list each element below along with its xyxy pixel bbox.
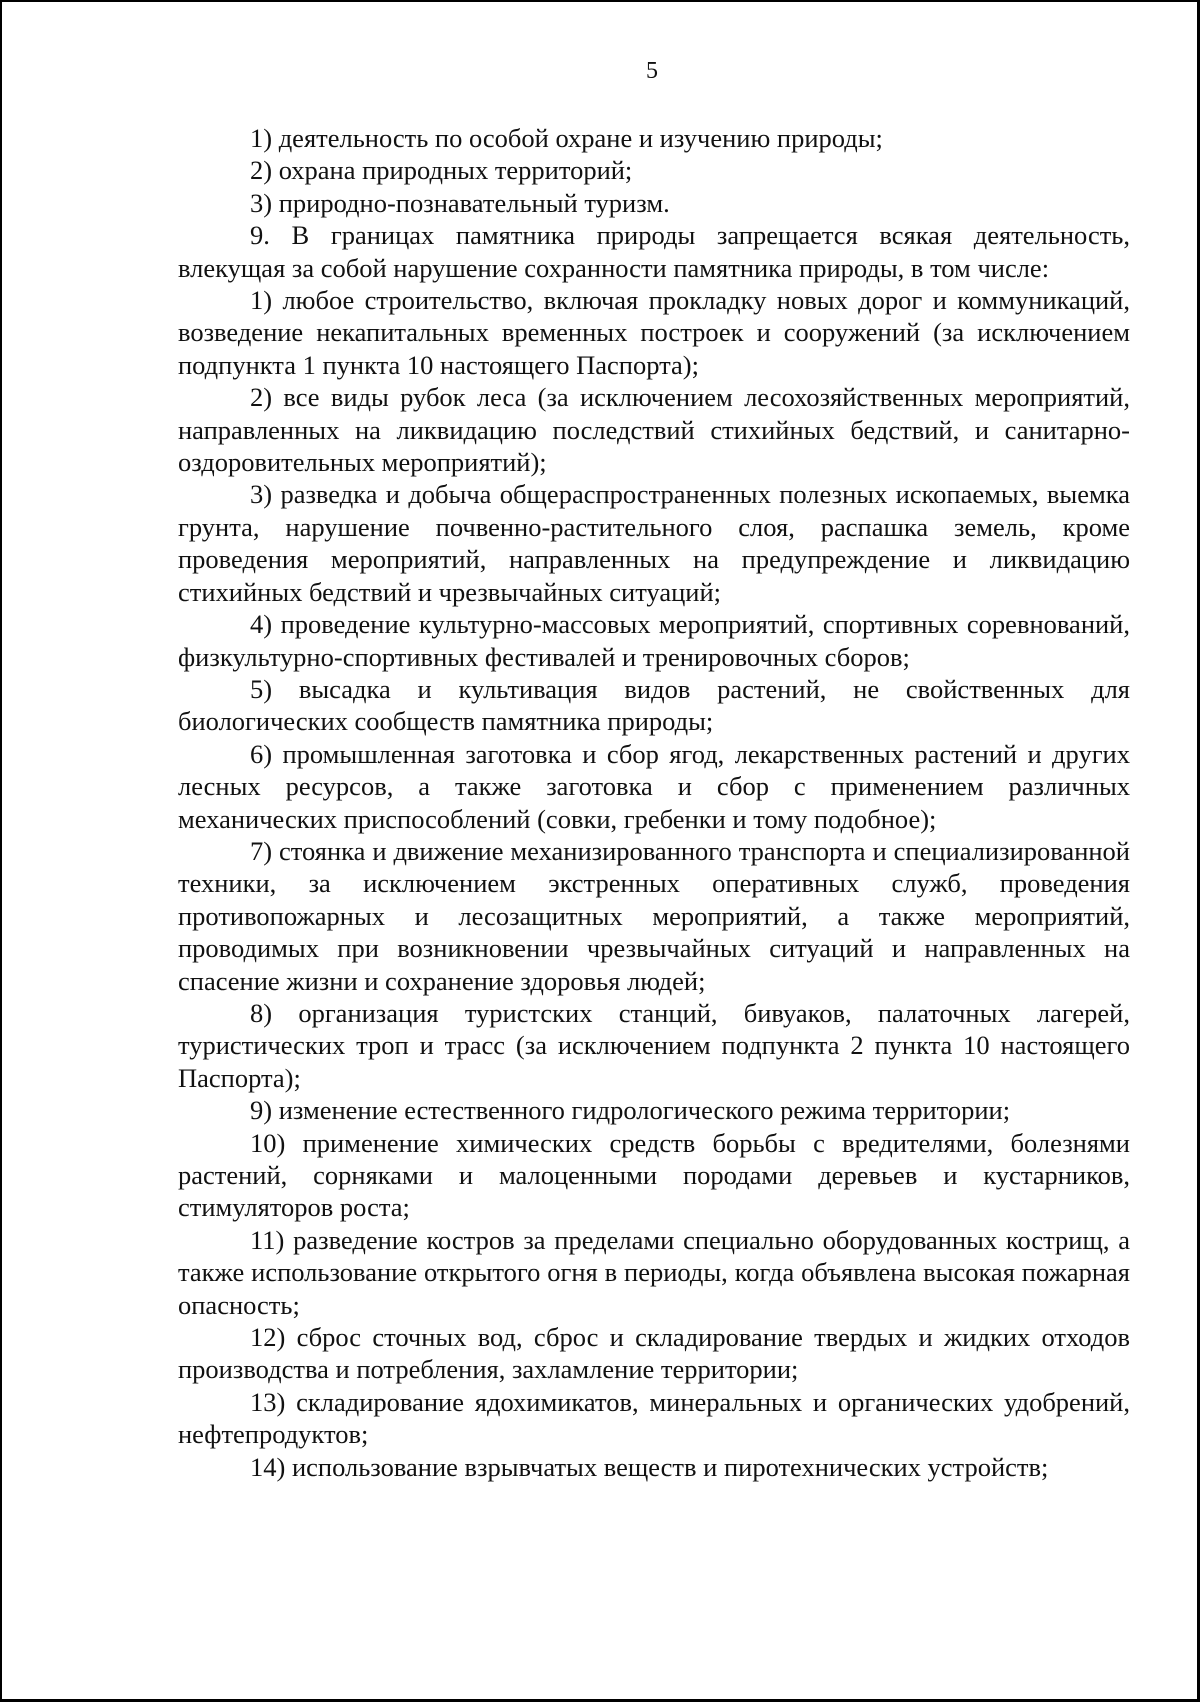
list-item: 4) проведение культурно-массовых мероприятий, спортивных соревнований, физкультурно-спортивных фестивалей и тренировочных сборов; xyxy=(178,609,1130,672)
list-item: 2) охрана природных территорий; xyxy=(250,155,633,186)
list-item: 6) промышленная заготовка и сбор ягод, лекарственных растений и других лесных ресурсов, а также заготовка и сбор с применением различных механических приспособлений (совки, гребенки и тому подобное); xyxy=(178,738,1130,834)
list-item: 1) любое строительство, включая прокладку новых дорог и коммуникаций, возведение некапитальных временных построек и сооружений (за исключением подпункта 1 пункта 10 настоящего Паспорта); xyxy=(178,285,1130,380)
list-item: 14) использование взрывчатых веществ и пиротехнических устройств; xyxy=(250,1451,1049,1482)
list-item: 10) применение химических средств борьбы с вредителями, болезнями растений, сорняками и малоценными породами деревьев и кустарников, стимуляторов роста; xyxy=(178,1127,1130,1223)
list-item: 5) высадка и культивация видов растений, не свойственных для биологических сообществ памятника природы; xyxy=(178,673,1130,737)
section-paragraph: 9. В границах памятника природы запрещается всякая деятельность, влекущая за собой нарушение сохранности памятника природы, в том числе: xyxy=(178,220,1130,283)
list-item: 7) стоянка и движение механизированного транспорта и специализированной техники, за исключением экстренных оперативных служб, проведения противопожарных и лесозащитных мероприятий, а также мероприятий, проводимых при возникновении чрезвычайных ситуаций и направленных на спасение жизни и сохранение здоровья людей; xyxy=(178,835,1130,996)
page-number: 5 xyxy=(646,58,658,84)
list-item: 13) складирование ядохимикатов, минеральных и органических удобрений, нефтепродуктов; xyxy=(178,1386,1130,1450)
list-item: 11) разведение костров за пределами специально оборудованных кострищ, а также использование открытого огня в периоды, когда объявлена высокая пожарная опасность; xyxy=(178,1224,1130,1320)
list-item: 3) разведка и добыча общераспространенных полезных ископаемых, выемка грунта, нарушение почвенно-растительного слоя, распашка земель, кроме проведения мероприятий, направленных на предупреждение и ликвидацию стихийных бедствий и чрезвычайных ситуаций; xyxy=(178,479,1130,607)
list-item: 8) организация туристских станций, бивуаков, палаточных лагерей, туристических троп и трасс (за исключением подпункта 2 пункта 10 настоящего Паспорта); xyxy=(178,997,1130,1093)
list-item: 1) деятельность по особой охране и изучению природы; xyxy=(250,123,883,153)
list-item: 9) изменение естественного гидрологического режима территории; xyxy=(250,1095,1011,1126)
list-item: 12) сброс сточных вод, сброс и складирование твердых и жидких отходов производства и потребления, захламление территории; xyxy=(178,1322,1130,1385)
list-item: 2) все виды рубок леса (за исключением лесохозяйственных мероприятий, направленных на ликвидацию последствий стихийных бедствий, и санитарно-оздоровительных мероприятий); xyxy=(178,382,1130,478)
document-body xyxy=(178,122,1130,1483)
list-item: 3) природно-познавательный туризм. xyxy=(250,187,670,218)
